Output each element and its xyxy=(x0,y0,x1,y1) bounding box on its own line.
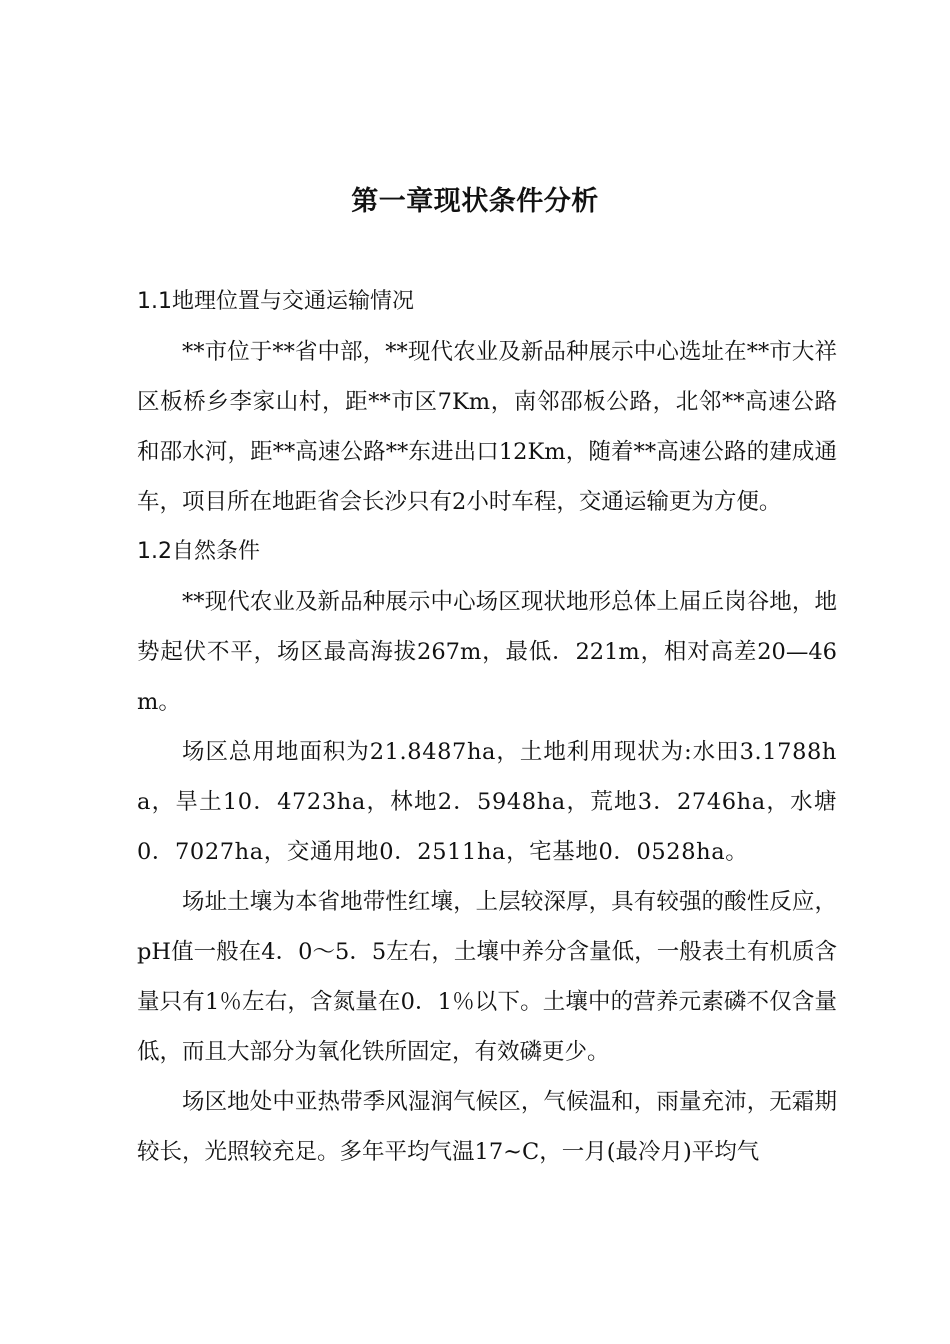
section-heading: 1.2自然条件 xyxy=(137,539,260,564)
section-heading: 1.1地理位置与交通运输情况 xyxy=(137,289,414,314)
paragraph-land-use: 场区总用地面积为21.8487ha，土地利用现状为:水田3.1788ha，旱土10．4723ha，林地2．5948ha，荒地3．2746ha，水塘0．7027ha，交通用地0．2511ha，宅基地0．0528ha。 xyxy=(137,739,837,865)
paragraph-terrain: **现代农业及新品种展示中心场区现状地形总体上届丘岗谷地，地势起伏不平，场区最高海拔267m，最低．221m，相对高差20—46m。 xyxy=(137,589,837,715)
document-body xyxy=(137,277,837,1177)
paragraph-climate: 场区地处中亚热带季风湿润气候区，气候温和，雨量充沛，无霜期较长，光照较充足。多年平均气温17~C，一月(最冷月)平均气 xyxy=(137,1089,837,1165)
section-natural-conditions xyxy=(137,527,837,1177)
section-location-transport xyxy=(137,277,837,527)
paragraph-soil: 场址土壤为本省地带性红壤，上层较深厚，具有较强的酸性反应，pH值一般在4．0～5．5左右，土壤中养分含量低，一般表土有机质含量只有1％左右，含氮量在0．1％以下。土壤中的营养元素磷不仅含量低，而且大部分为氧化铁所固定，有效磷更少。 xyxy=(137,889,837,1065)
chapter-title: 第一章现状条件分析 xyxy=(351,186,599,217)
paragraph-location: **市位于**省中部，**现代农业及新品种展示中心选址在**市大祥区板桥乡李家山村，距**市区7Km，南邻邵板公路，北邻**高速公路和邵水河，距**高速公路**东进出口12Km，随着**高速公路的建成通车，项目所在地距省会长沙只有2小时车程，交通运输更为方便。 xyxy=(137,339,837,515)
